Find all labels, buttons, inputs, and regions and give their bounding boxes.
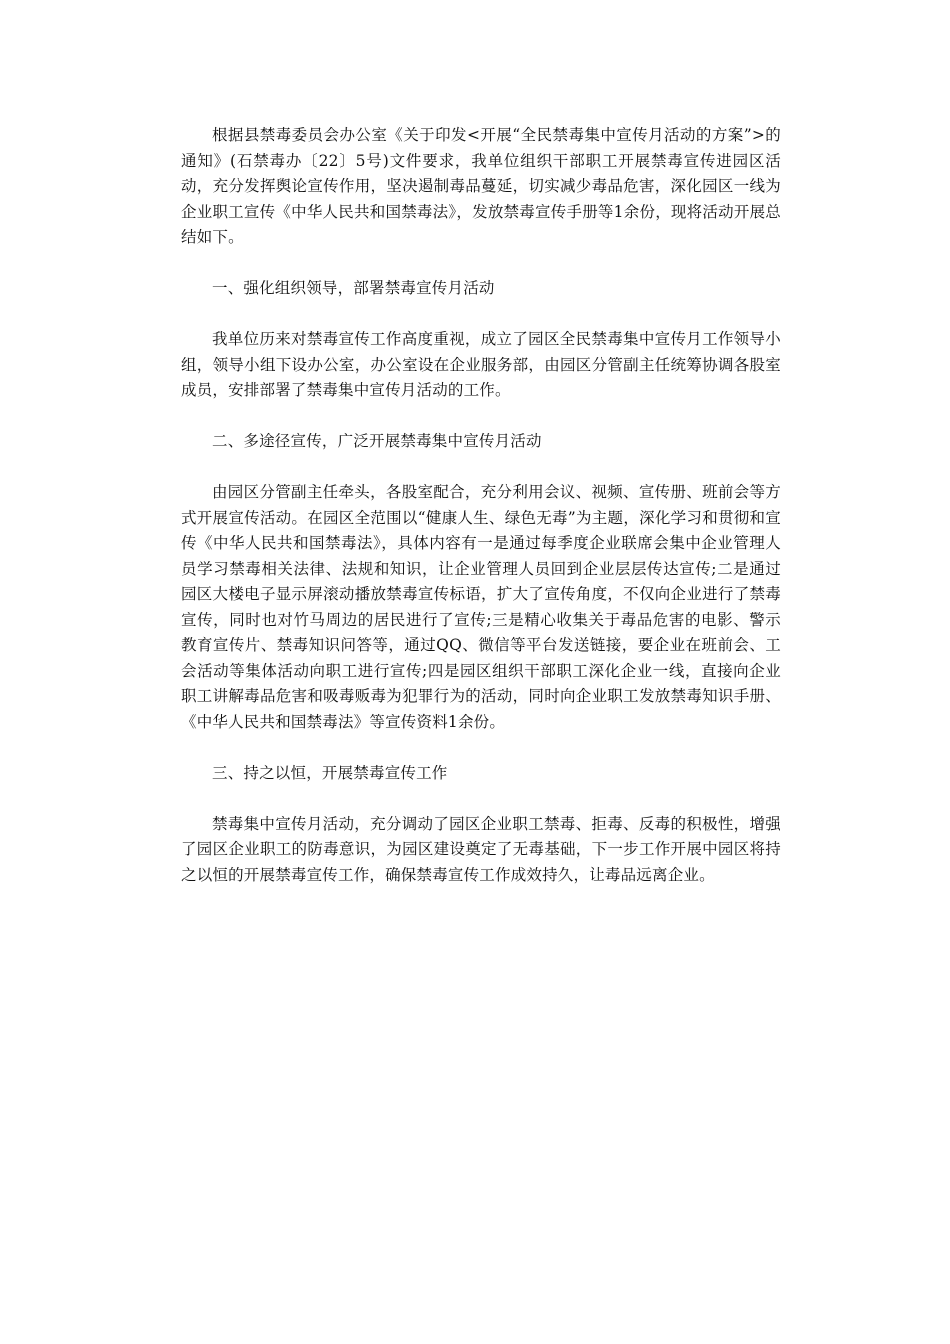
section-3-paragraph: 禁毒集中宣传月活动，充分调动了园区企业职工禁毒、拒毒、反毒的积极性，增强了园区企业职工的防毒意识，为园区建设奠定了无毒基础，下一步工作开展中园区将持之以恒的开展禁毒宣传工作，确保禁毒宣传工作成效持久，让毒品远离企业。: [181, 814, 781, 884]
section-heading-2: 二、多途径宣传，广泛开展禁毒集中宣传月活动: [212, 432, 542, 450]
section-heading-1: 一、强化组织领导，部署禁毒宣传月活动: [212, 279, 495, 297]
intro-paragraph: 根据县禁毒委员会办公室《关于印发<开展“全民禁毒集中宣传月活动的方案”>的通知》(石禁毒办〔22〕5号)文件要求，我单位组织干部职工开展禁毒宣传进园区活动，充分发挥舆论宣传作用，坚决遏制毒品蔓延，切实减少毒品危害，深化园区一线为企业职工宣传《中华人民共和国禁毒法》，发放禁毒宣传手册等1余份，现将活动开展总结如下。: [181, 126, 781, 246]
section-2-paragraph: 由园区分管副主任牵头，各股室配合，充分利用会议、视频、宣传册、班前会等方式开展宣传活动。在园区全范围以“健康人生、绿色无毒”为主题，深化学习和贯彻和宣传《中华人民共和国禁毒法》，具体内容有一是通过每季度企业联席会集中企业管理人员学习禁毒相关法律、法规和知识，让企业管理人员回到企业层层传达宣传;二是通过园区大楼电子显示屏滚动播放禁毒宣传标语，扩大了宣传角度，不仅向企业进行了禁毒宣传，同时也对竹马周边的居民进行了宣传;三是精心收集关于毒品危害的电影、警示教育宣传片、禁毒知识问答等，通过QQ、微信等平台发送链接，要企业在班前会、工会活动等集体活动向职工进行宣传;四是园区组织干部职工深化企业一线，直接向企业职工讲解毒品危害和吸毒贩毒为犯罪行为的活动，同时向企业职工发放禁毒知识手册、《中华人民共和国禁毒法》等宣传资料1余份。: [181, 483, 781, 731]
section-heading-3: 三、持之以恒，开展禁毒宣传工作: [212, 763, 448, 782]
section-1-paragraph: 我单位历来对禁毒宣传工作高度重视，成立了园区全民禁毒集中宣传月工作领导小组，领导小组下设办公室，办公室设在企业服务部，由园区分管副主任统筹协调各股室成员，安排部署了禁毒集中宣传月活动的工作。: [181, 330, 781, 399]
document-body: [181, 123, 781, 914]
